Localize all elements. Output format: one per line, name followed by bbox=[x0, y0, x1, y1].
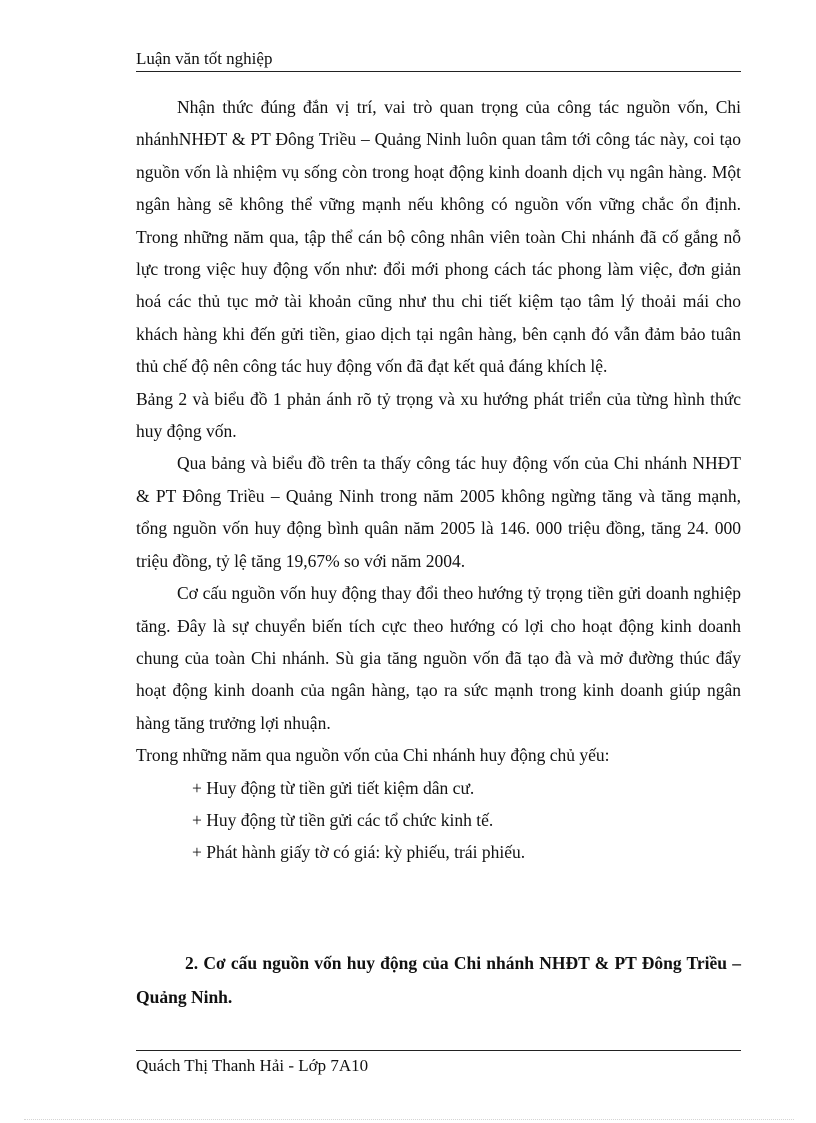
page-footer-author: Quách Thị Thanh Hải - Lớp 7A10 bbox=[136, 1056, 369, 1075]
bullet-item-1: + Huy động từ tiền gửi tiết kiệm dân cư. bbox=[192, 777, 475, 798]
paragraph-4: Cơ cấu nguồn vốn huy động thay đổi theo hướng tỷ trọng tiền gửi doanh nghiệp tăng. Đây là sự chuyển biến tích cực theo hướng có lợi cho hoạt động kinh doanh chung của toàn Chi nhánh. Sù gia tăng nguồn vốn đã tạo đà và mở đường thúc đẩy hoạt động kinh doanh của ngân hàng, tạo ra sức mạnh trong kinh doanh giúp ngân hàng tăng trưởng lợi nhuận. bbox=[136, 583, 741, 733]
bullet-item-2: + Huy động từ tiền gửi các tổ chức kinh tế. bbox=[192, 809, 494, 830]
header-divider bbox=[136, 71, 741, 72]
paragraph-3: Qua bảng và biểu đồ trên ta thấy công tác huy động vốn của Chi nhánh NHĐT & PT Đông Triều – Quảng Ninh trong năm 2005 không ngừng tăng và tăng mạnh, tổng nguồn vốn huy động bình quân năm 2005 là 146. 000 triệu đồng, tăng 24. 000 triệu đồng, tỷ lệ tăng 19,67% so với năm 2004. bbox=[136, 453, 741, 571]
page-header-title: Luận văn tốt nghiệp bbox=[136, 49, 273, 68]
section-heading: 2. Cơ cấu nguồn vốn huy động của Chi nhánh NHĐT & PT Đông Triều – Quảng Ninh. bbox=[136, 953, 741, 1007]
bullet-item-3: + Phát hành giấy tờ có giá: kỳ phiếu, trái phiếu. bbox=[192, 842, 526, 863]
document-body bbox=[136, 91, 741, 869]
paragraph-5: Trong những năm qua nguồn vốn của Chi nhánh huy động chủ yếu: bbox=[136, 745, 610, 766]
footer-divider bbox=[136, 1050, 741, 1051]
page-bottom-dotted-line bbox=[24, 1119, 794, 1120]
paragraph-1: Nhận thức đúng đắn vị trí, vai trò quan trọng của công tác nguồn vốn, Chi nhánhNHĐT & PT Đông Triều – Quảng Ninh luôn quan tâm tới công tác này, coi tạo nguồn vốn là nhiệm vụ sống còn trong hoạt động kinh doanh dịch vụ ngân hàng. Một ngân hàng sẽ không thể vững mạnh nếu không có nguồn vốn vững chắc ổn định. Trong những năm qua, tập thể cán bộ công nhân viên toàn Chi nhánh đã cố gắng nỗ lực trong việc huy động vốn như: đổi mới phong cách tác phong làm việc, đơn giản hoá các thủ tục mở tài khoản cũng như thu chi tiết kiệm tạo tâm lý thoải mái cho khách hàng khi đến gửi tiền, giao dịch tại ngân hàng, bên cạnh đó vẫn đảm bảo tuân thủ chế độ nên công tác huy động vốn đã đạt kết quả đáng khích lệ. bbox=[136, 97, 741, 377]
paragraph-2: Bảng 2 và biểu đồ 1 phản ánh rõ tỷ trọng và xu hướng phát triển của từng hình thức huy động vốn. bbox=[136, 388, 741, 442]
